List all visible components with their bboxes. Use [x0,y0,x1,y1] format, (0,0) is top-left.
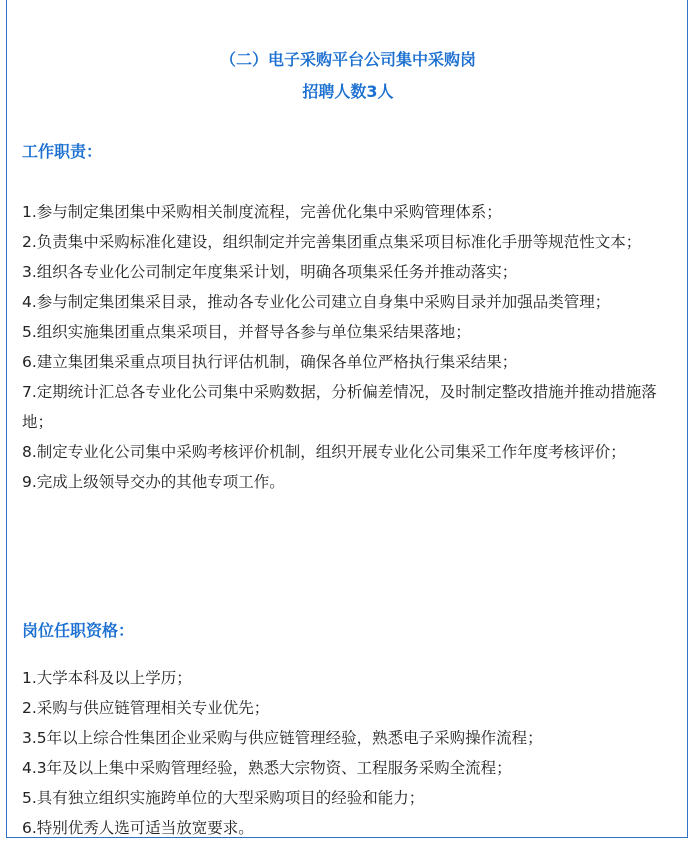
qualifications-list [22,663,677,843]
list-item: 2.负责集中采购标准化建设，组织制定并完善集团重点集采项目标准化手册等规范性文本； [22,233,642,251]
headcount: 招聘人数3人 [302,82,394,101]
list-item: 6.特别优秀人选可适当放宽要求。 [22,819,254,837]
list-item: 6.建立集团集采重点项目执行评估机制，确保各单位严格执行集采结果； [22,353,518,371]
qualifications-heading: 岗位任职资格： [22,621,135,640]
list-item: 3.5年以上综合性集团企业采购与供应链管理经验，熟悉电子采购操作流程； [22,729,543,747]
list-item: 8.制定专业化公司集中采购考核评价机制，组织开展专业化公司集采工作年度考核评价； [22,443,626,461]
list-item: 4.3年及以上集中采购管理经验，熟悉大宗物资、工程服务采购全流程； [22,759,512,777]
list-item: 5.组织实施集团重点集采项目，并督导各参与单位集采结果落地； [22,323,471,341]
list-item: 1.参与制定集团集中采购相关制度流程，完善优化集中采购管理体系； [22,203,502,221]
list-item: 5.具有独立组织实施跨单位的大型采购项目的经验和能力； [22,789,425,807]
duties-list [22,197,677,497]
list-item: 9.完成上级领导交办的其他专项工作。 [22,473,285,491]
list-item: 7.定期统计汇总各专业化公司集中采购数据，分析偏差情况，及时制定整改措施并推动措施落地； [22,383,657,431]
duties-heading: 工作职责： [22,142,103,161]
list-item: 3.组织各专业化公司制定年度集采计划，明确各项集采任务并推动落实； [22,263,518,281]
list-item: 1.大学本科及以上学历； [22,669,192,687]
job-title: （二）电子采购平台公司集中采购岗 [219,50,476,69]
list-item: 2.采购与供应链管理相关专业优先； [22,699,270,717]
list-item: 4.参与制定集团集采目录，推动各专业化公司建立自身集中采购目录并加强品类管理； [22,293,611,311]
